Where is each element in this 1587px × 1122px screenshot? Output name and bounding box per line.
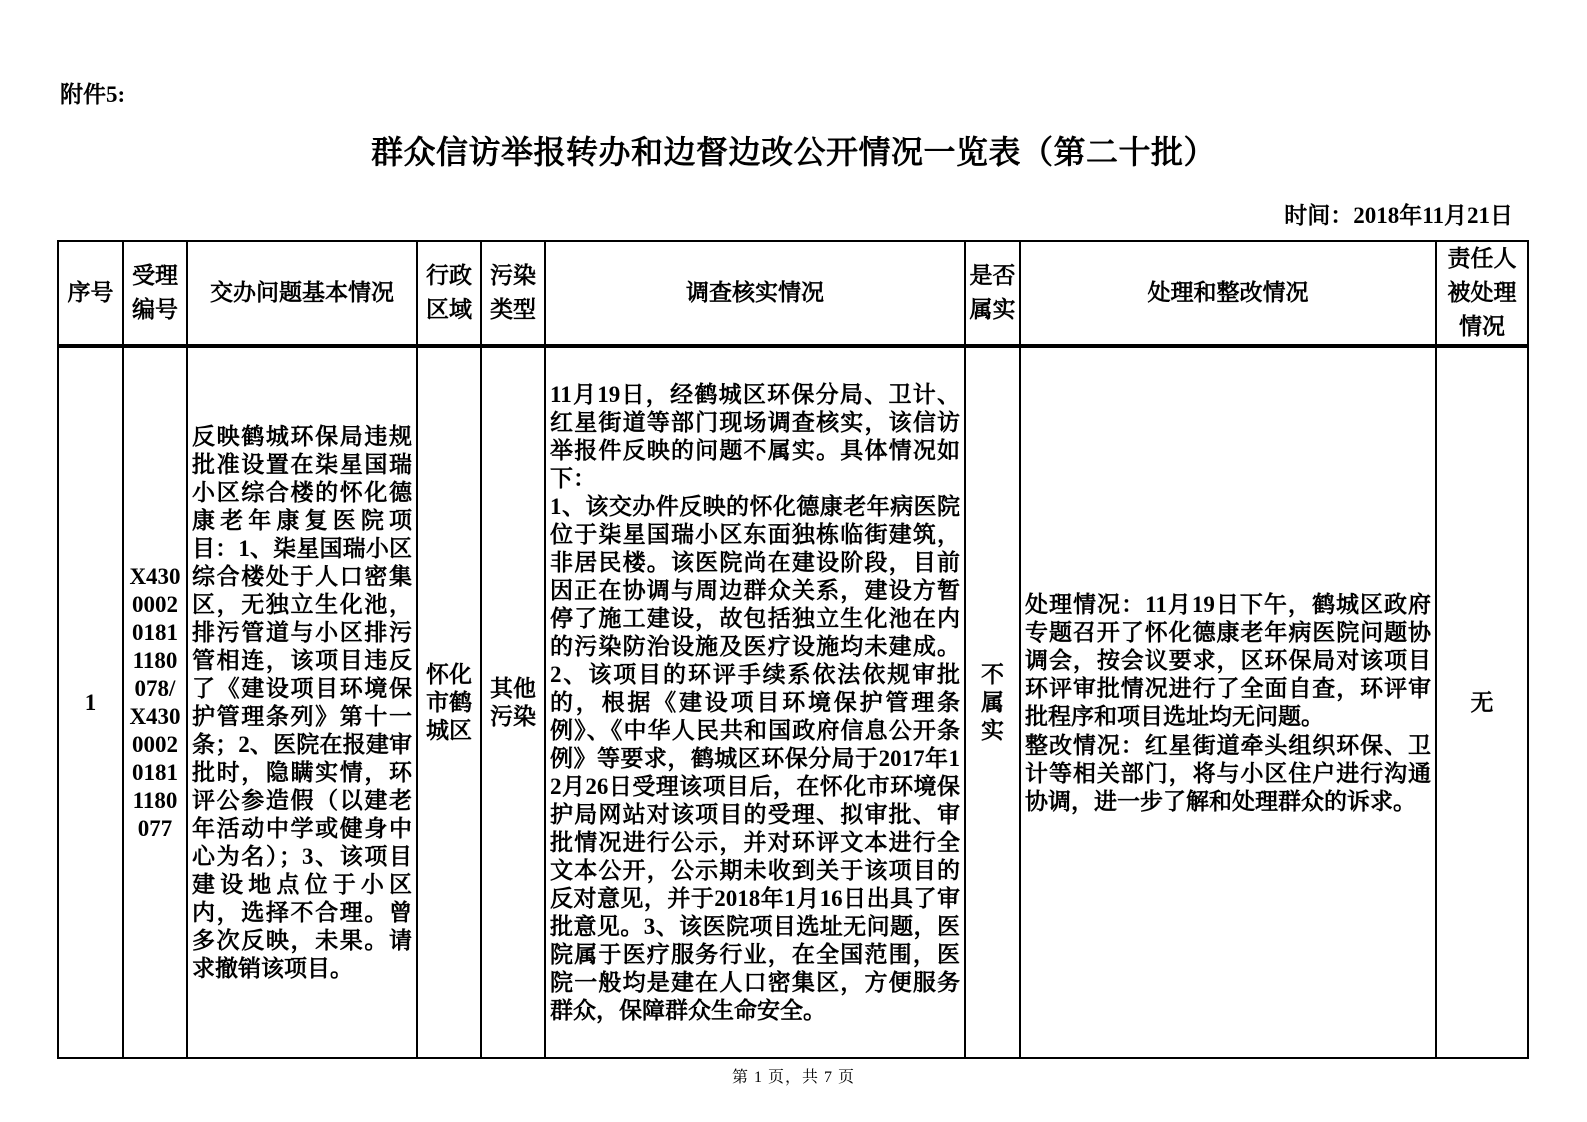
col-header-seq: 序号 xyxy=(58,241,123,346)
col-header-problem: 交办问题基本情况 xyxy=(187,241,417,346)
investigation-detail: 1、该交办件反映的怀化德康老年病医院位于柒星国瑞小区东面独栋临街建筑，非居民楼。该医院尚在建设阶段，目前因正在协调与周边群众关系，建设方暂停了施工建设，故包括独立生化池在内的污染防治设施及医疗设施均未建成。2、该项目的环评手续系依法依规审批的，根据《建设项目环境保护管理条例》、《中华人民共和国政府信息公开条例》等要求，鹤城区环保分局于2017年12月26日受理该项目后，在怀化市环境保护局网站对该项目的受理、拟审批、审批情况进行公示，并对环评文本进行全文本公开，公示期未收到关于该项目的反对意见，并于2018年1月16日出具了审批意见。3、该医院项目选址无问题，医院属于医疗服务行业，在全国范围，医院一般均是建在人口密集区，方便服务群众，保障群众生命安全。 xyxy=(550,493,960,1023)
cell-problem: 反映鹤城环保局违规批准设置在柒星国瑞小区综合楼的怀化德康老年康复医院项目：1、柒星国瑞小区综合楼处于人口密集区，无独立生化池，排污管道与小区排污管相连，该项目违反了《建设项目环境保护管理条列》第十一条；2、医院在报建审批时，隐瞒实情，环评公参造假（以建老年活动中学或健身中心为名）；3、该项目建设地点位于小区内，选择不合理。曾多次反映，未果。请求撤销该项目。 xyxy=(187,346,417,1058)
investigation-intro: 11月19日，经鹤城区环保分局、卫计、红星街道等部门现场调查核实，该信访举报件反映的问题不属实。具体情况如下： xyxy=(550,381,960,491)
handling-paragraph xyxy=(1025,590,1431,731)
table-row xyxy=(58,346,1528,1058)
rectification-paragraph xyxy=(1025,731,1431,816)
cell-verified: 不属实 xyxy=(965,346,1020,1058)
handling-label: 处理情况： xyxy=(1025,590,1146,617)
cell-pollution-type: 其他污染 xyxy=(481,346,545,1058)
cell-region: 怀化市鹤城区 xyxy=(417,346,481,1058)
complaints-table xyxy=(57,240,1529,1059)
col-header-pollution-type: 污染类型 xyxy=(481,241,545,346)
cell-accountability: 无 xyxy=(1436,346,1528,1058)
col-header-investigation: 调查核实情况 xyxy=(545,241,965,346)
cell-handling xyxy=(1020,346,1436,1058)
col-header-handling: 处理和整改情况 xyxy=(1020,241,1436,346)
page-title: 群众信访举报转办和边督边改公开情况一览表（第二十批） xyxy=(370,134,1216,170)
page-number: 第 1 页，共 7 页 xyxy=(731,1069,855,1086)
col-header-case-number: 受理编号 xyxy=(123,241,187,346)
attachment-label: 附件5: xyxy=(60,82,126,107)
cell-case-number: X430000201811180078/X430000201811180077 xyxy=(123,346,187,1058)
col-header-accountability: 责任人被处理情况 xyxy=(1436,241,1528,346)
cell-seq: 1 xyxy=(58,346,123,1058)
col-header-verified: 是否属实 xyxy=(965,241,1020,346)
rectification-label: 整改情况： xyxy=(1025,731,1145,758)
cell-investigation xyxy=(545,346,965,1058)
rectification-text: 红星街道牵头组织环保、卫计等相关部门，将与小区住户进行沟通协调，进一步了解和处理群众的诉求。 xyxy=(1025,732,1431,814)
table-header-row xyxy=(58,241,1528,346)
date-line: 时间：2018年11月21日 xyxy=(1284,203,1513,228)
handling-text: 11月19日下午，鹤城区政府专题召开了怀化德康老年病医院问题协调会，按会议要求，区环保局对该项目环评审批情况进行了全面自查，环评审批程序和项目选址均无问题。 xyxy=(1025,591,1432,729)
col-header-region: 行政区域 xyxy=(417,241,481,346)
